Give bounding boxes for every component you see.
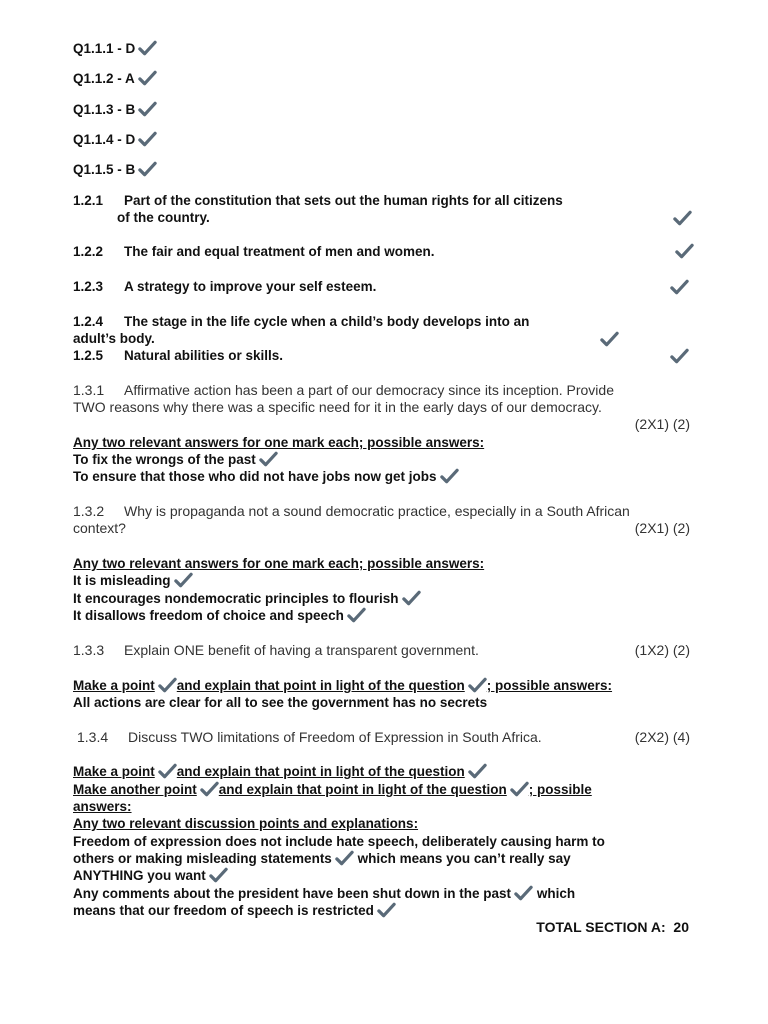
answer: others or making misleading statements which means you can’t really say xyxy=(73,851,571,866)
answer: It disallows freedom of choice and speech xyxy=(73,607,366,624)
answer-heading: Any two relevant answers for one mark each; possible answers: xyxy=(73,435,485,450)
checkmark-icon xyxy=(158,677,177,693)
def-1-2-4: 1.2.4 The stage in the life cycle when a child’s body develops into an xyxy=(73,314,530,329)
def-1-2-2: 1.2.2 The fair and equal treatment of men and women. xyxy=(73,244,435,259)
marks: (2X1) (2) xyxy=(634,416,690,432)
checkmark-icon xyxy=(670,279,689,295)
answer: To ensure that those who did not have jobs now get jobs xyxy=(73,468,459,485)
answer-heading: answers: xyxy=(73,799,132,814)
answer: All actions are clear for all to see the government has no secrets xyxy=(73,695,488,710)
checkmark-icon xyxy=(335,850,354,866)
answer: To fix the wrongs of the past xyxy=(73,451,278,468)
checkmark-icon xyxy=(600,331,619,347)
def-1-2-4-cont: adult’s body. xyxy=(73,331,155,346)
def-1-2-1: 1.2.1 Part of the constitution that sets out the human rights for all citizens xyxy=(73,193,563,208)
checkmark-icon xyxy=(347,607,366,623)
question-1-3-2: 1.3.2 Why is propaganda not a sound democratic practice, especially in a South African xyxy=(73,503,630,519)
checkmark-icon xyxy=(138,70,157,86)
answer-heading: Make a point and explain that point in light of the question ; possible answers: xyxy=(73,678,613,693)
def-1-2-3: 1.2.3 A strategy to improve your self esteem. xyxy=(73,279,377,294)
question-1-3-2-cont: context? xyxy=(73,520,126,536)
answer-heading: Any two relevant discussion points and explanations: xyxy=(73,816,419,831)
checkmark-icon xyxy=(158,763,177,779)
checkmark-icon xyxy=(138,101,157,117)
checkmark-icon xyxy=(377,902,396,918)
mcq-answer: Q1.1.4 - D xyxy=(73,131,157,148)
checkmark-icon xyxy=(468,677,487,693)
answer: Any comments about the president have been shut down in the past which xyxy=(73,886,576,901)
question-1-3-1-cont: TWO reasons why there was a specific need for it in the early days of our democracy. xyxy=(73,399,602,415)
checkmark-icon xyxy=(468,763,487,779)
answer: means that our freedom of speech is restricted xyxy=(73,902,396,919)
marks: (2X1) (2) xyxy=(634,520,690,536)
question-1-3-3: 1.3.3 Explain ONE benefit of having a transparent government. xyxy=(73,642,479,658)
checkmark-icon xyxy=(259,451,278,467)
checkmark-icon xyxy=(209,867,228,883)
answer: It encourages nondemocratic principles to flourish xyxy=(73,590,421,607)
checkmark-icon xyxy=(138,161,157,177)
answer: Freedom of expression does not include hate speech, deliberately causing harm to xyxy=(73,834,605,849)
checkmark-icon xyxy=(138,40,157,56)
answer-heading: Make another point and explain that point in light of the question ; possible xyxy=(73,782,592,797)
answer-heading: Any two relevant answers for one mark each; possible answers: xyxy=(73,556,485,571)
checkmark-icon xyxy=(138,131,157,147)
mcq-answer: Q1.1.1 - D xyxy=(73,40,157,57)
checkmark-icon xyxy=(510,781,529,797)
answer-heading: Make a point and explain that point in light of the question xyxy=(73,763,487,780)
question-1-3-1: 1.3.1 Affirmative action has been a part of our democracy since its inception. Provide xyxy=(73,382,614,398)
checkmark-icon xyxy=(514,885,533,901)
question-1-3-4: 1.3.4 Discuss TWO limitations of Freedom of Expression in South Africa. xyxy=(77,729,542,745)
answer: ANYTHING you want xyxy=(73,867,228,884)
checkmark-icon xyxy=(174,572,193,588)
checkmark-icon xyxy=(673,210,692,226)
mcq-answer: Q1.1.2 - A xyxy=(73,70,157,87)
checkmark-icon xyxy=(200,781,219,797)
section-total: TOTAL SECTION A: 20 xyxy=(536,919,689,935)
marks: (1X2) (2) xyxy=(634,642,690,658)
def-1-2-5: 1.2.5 Natural abilities or skills. xyxy=(73,348,284,363)
checkmark-icon xyxy=(670,348,689,364)
answer: It is misleading xyxy=(73,572,193,589)
def-1-2-1-cont: of the country. xyxy=(117,210,210,225)
mcq-answer: Q1.1.5 - B xyxy=(73,161,157,178)
checkmark-icon xyxy=(675,243,694,259)
checkmark-icon xyxy=(440,468,459,484)
marks: (2X2) (4) xyxy=(634,729,690,745)
checkmark-icon xyxy=(402,590,421,606)
mcq-answer: Q1.1.3 - B xyxy=(73,101,157,118)
